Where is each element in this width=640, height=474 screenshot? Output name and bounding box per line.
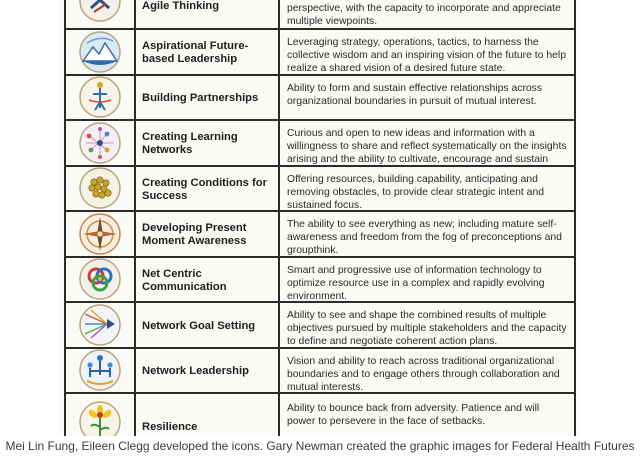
table-row bbox=[66, 258, 574, 304]
competency-name: Network Goal Setting bbox=[136, 303, 280, 347]
table-row bbox=[66, 349, 574, 395]
competency-name: Resilience bbox=[136, 394, 280, 436]
table-row bbox=[66, 30, 574, 76]
interlocking-rings-icon bbox=[77, 258, 123, 303]
icon-cell bbox=[66, 212, 136, 256]
icon-cell bbox=[66, 167, 136, 211]
table-row bbox=[66, 76, 574, 122]
partnership-figures-icon bbox=[77, 76, 123, 121]
competency-table bbox=[64, 0, 576, 436]
competency-name: Creating Learning Networks bbox=[136, 121, 280, 165]
competency-description: Curious and open to new ideas and information with a willingness to share and reflect systematically on the insights arising and the ability to cultivate, encourage and sustain bbox=[287, 128, 567, 166]
competency-description: Smart and progressive use of information technology to optimize resource use in a complex and rapidly evolving environment. bbox=[287, 264, 545, 302]
table-row bbox=[66, 0, 574, 30]
table-row bbox=[66, 212, 574, 258]
icon-cell bbox=[66, 121, 136, 165]
competency-description: Ability to see and shape the combined results of multiple objectives pursued by multiple stakeholders and the capacity to define and negotiate coherent action plans. bbox=[287, 310, 567, 348]
competency-description: Offering resources, building capability, anticipating and removing obstacles, to provide clear strategic intent and sustained focus. bbox=[287, 173, 545, 211]
mountain-icon bbox=[77, 30, 123, 75]
competency-description: perspective, with the capacity to incorporate and appreciate multiple viewpoints. bbox=[287, 3, 561, 28]
icon-cell bbox=[66, 303, 136, 347]
table-row bbox=[66, 121, 574, 167]
linked-people-icon bbox=[77, 349, 123, 394]
converging-arrows-icon bbox=[77, 303, 123, 348]
network-dots-icon bbox=[77, 121, 123, 166]
icon-cell bbox=[66, 0, 136, 28]
table-row bbox=[66, 303, 574, 349]
competency-description: Leveraging strategy, operations, tactics, to harness the collective wisdom and an inspiring vision of the future to help realize a shared vision of a desired future state. bbox=[287, 37, 566, 75]
honeycomb-icon bbox=[77, 167, 123, 212]
icon-cell bbox=[66, 258, 136, 302]
competency-name: Building Partnerships bbox=[136, 76, 280, 120]
competency-name: Developing Present Moment Awareness bbox=[136, 212, 280, 256]
table-row bbox=[66, 394, 574, 436]
icon-cell bbox=[66, 76, 136, 120]
competency-name: Agile Thinking bbox=[136, 0, 280, 28]
competency-description: Ability to form and sustain effective relationships across organizational boundaries in pursuit of mutual interest. bbox=[287, 82, 543, 107]
table-row bbox=[66, 167, 574, 213]
competency-description: The ability to see everything as new; including mature self-awareness and freedom from the fog of preconceptions and groupthink. bbox=[287, 219, 562, 257]
icon-cell bbox=[66, 30, 136, 74]
competency-description: Vision and ability to reach across traditional organizational boundaries and to engage others through collaboration and mutual interests. bbox=[287, 355, 560, 393]
competency-name: Creating Conditions for Success bbox=[136, 167, 280, 211]
image-caption: Mei Lin Fung, Eileen Clegg developed the icons. Gary Newman created the graphic images for Federal Health Futures bbox=[5, 439, 635, 453]
flower-icon bbox=[77, 399, 123, 436]
competency-table-image bbox=[58, 0, 580, 436]
competency-name: Net Centric Communication bbox=[136, 258, 280, 302]
competency-name: Aspirational Future-based Leadership bbox=[136, 30, 280, 74]
icon-cell bbox=[66, 394, 136, 436]
competency-description-text: Ability to bounce back from adversity. Patience and will power to persevere in the face of setbacks. bbox=[287, 403, 540, 428]
agile-thinking-icon bbox=[77, 0, 123, 24]
icon-cell bbox=[66, 349, 136, 393]
competency-description bbox=[280, 394, 574, 436]
compass-icon bbox=[77, 212, 123, 257]
competency-name: Network Leadership bbox=[136, 349, 280, 393]
